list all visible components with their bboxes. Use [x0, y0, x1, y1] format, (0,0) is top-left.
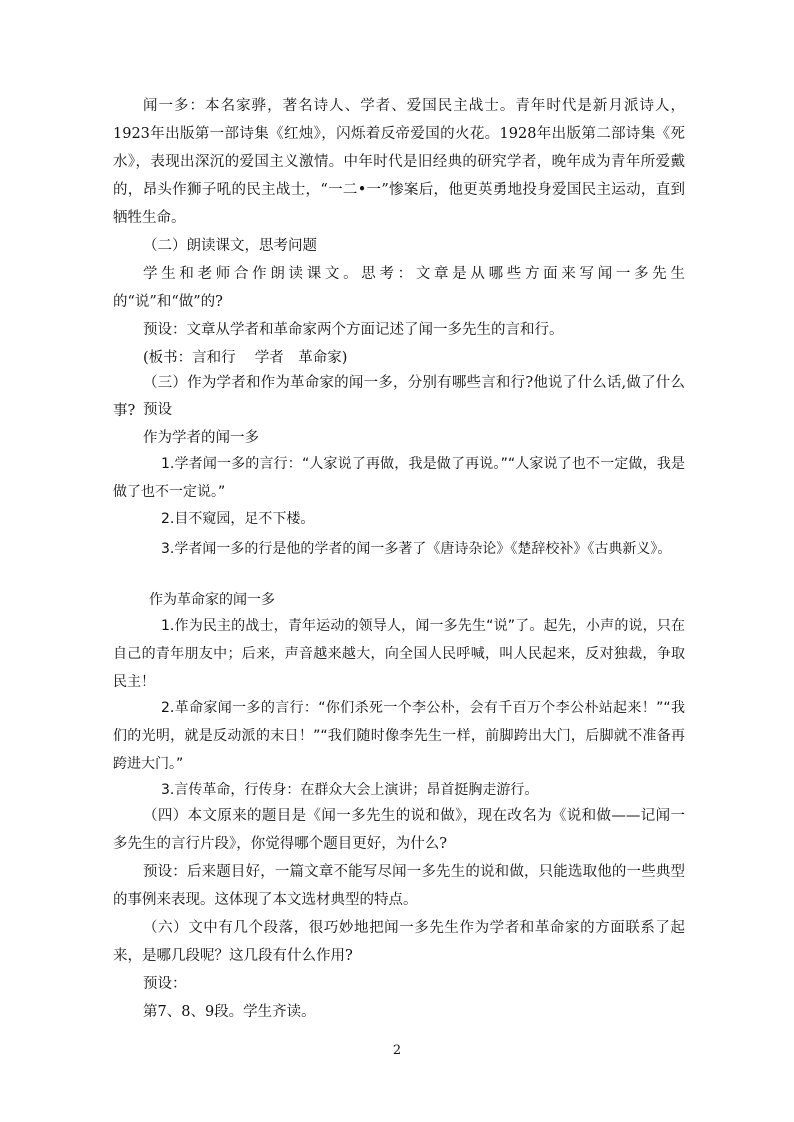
- page-number: 2: [392, 1043, 402, 1058]
- section-6-answer: 第7、8、9段。学生齐读。: [143, 1004, 316, 1020]
- section-6-preset: 预设：: [143, 976, 187, 992]
- bio-paragraph: 闻一多：本名家骅，著名诗人、学者、爱国民主战士。青年时代是新月派诗人，1923年出版第一部诗集《红烛》，闪烁着反帝爱国的火花。1928年出版第二部诗集《死水》，表现出深沉的爱国主义激情。中年时代是旧经典的研究学者，晚年成为青年所爱戴的，昂头作狮子吼的民主战士，“一二•一”惨案后，他更英勇地投身爱国民主运动，直到牺牲生命。: [113, 98, 685, 226]
- section-4-heading: （四）本文原来的题目是《闻一多先生的说和做》，现在改名为《说和做——记闻一多先生的言行片段》，你觉得哪个题目更好，为什么?: [113, 808, 685, 852]
- section-2-heading: （二）朗读课文，思考问题: [143, 238, 317, 254]
- revolutionary-heading: 作为革命家的闻一多: [149, 592, 275, 608]
- revolutionary-item-1: 1.作为民主的战士，青年运动的领导人，闻一多先生“说”了。起先，小声的说，只在自己的青年朋友中；后来，声音越来越大，向全国人民呼喊，叫人民起来，反对独裁，争取民主！: [113, 618, 685, 690]
- scholar-item-2: 2.目不窥园，足不下楼。: [161, 511, 315, 527]
- section-2-task: 学生和老师合作朗读课文。思考：文章是从哪些方面来写闻一多先生的“说”和“做”的?: [113, 266, 685, 310]
- scholar-item-1: 1.学者闻一多的言行：“人家说了再做，我是做了再说。”“人家说了也不一定做，我是做了也不一定说。”: [113, 456, 685, 500]
- board-note: (板书：言和行 学者 革命家): [143, 350, 348, 366]
- section-3-preset: 预设: [143, 402, 172, 418]
- revolutionary-item-3: 3.言传革命，行传身：在群众大会上演讲；昂首挺胸走游行。: [161, 782, 539, 798]
- section-4-preset: 预设：后来题目好，一篇文章不能写尽闻一多先生的说和做，只能选取他的一些典型的事例来表现。这体现了本文选材典型的特点。: [113, 864, 685, 908]
- section-2-preset: 预设：文章从学者和革命家两个方面记述了闻一多先生的言和行。: [143, 322, 564, 338]
- section-6-heading: （六）文中有几个段落，很巧妙地把闻一多先生作为学者和革命家的方面联系了起来，是哪几段呢？这几段有什么作用?: [113, 920, 685, 964]
- section-3-heading: （三）作为学者和作为革命家的闻一多，分别有哪些言和行?他说了什么话,做了什么事?: [113, 375, 685, 419]
- scholar-heading: 作为学者的闻一多: [143, 430, 259, 446]
- scholar-item-3: 3.学者闻一多的行是他的学者的闻一多著了《唐诗杂论》《楚辞校补》《古典新义》。: [161, 541, 672, 557]
- revolutionary-item-2: 2.革命家闻一多的言行：“你们杀死一个李公朴，会有千百万个李公朴站起来！”“我们的光明，就是反动派的末日！”“我们随时像李先生一样，前脚跨出大门，后脚就不准备再跨进大门。”: [113, 700, 685, 772]
